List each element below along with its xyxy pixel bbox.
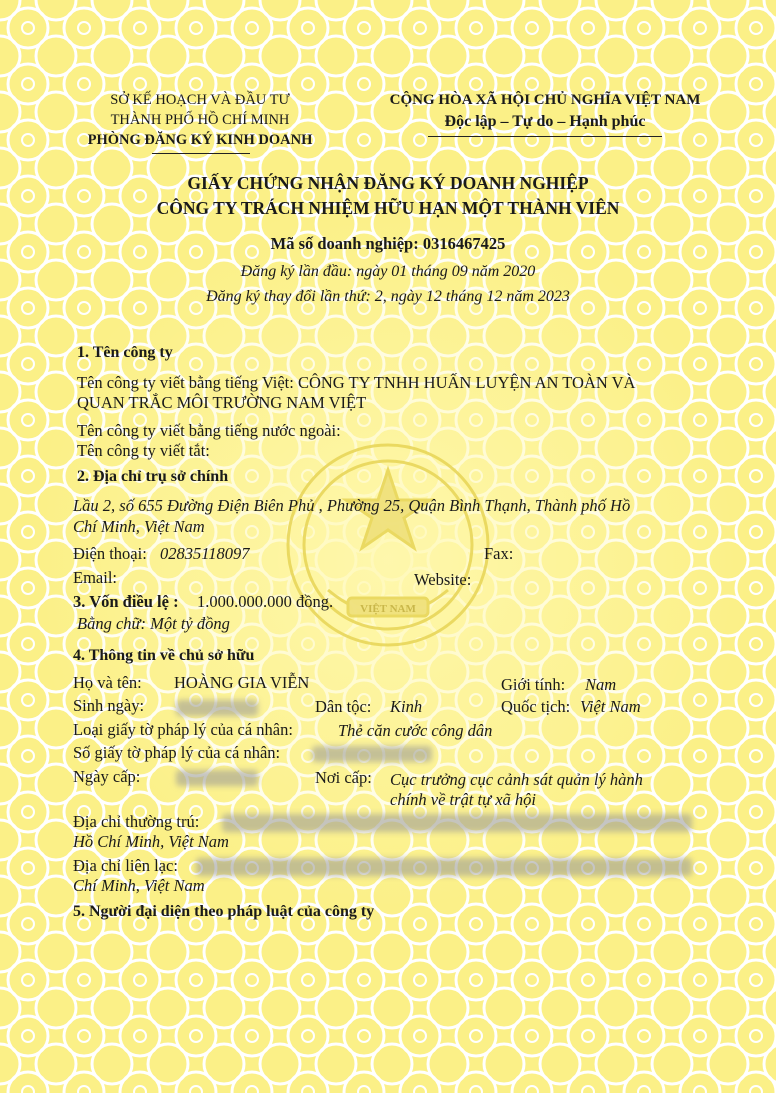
doc-type-label: Loại giấy tờ pháp lý của cá nhân: xyxy=(73,720,293,739)
issue-date-label: Ngày cấp: xyxy=(73,767,141,786)
doc-number-label: Số giấy tờ pháp lý của cá nhân: xyxy=(73,743,281,762)
address-line1: Lầu 2, số 655 Đường Điện Biên Phủ , Phường 25, Quận Bình Thạnh, Thành phố Hồ xyxy=(73,496,631,515)
permanent-address-label: Địa chỉ thường trú: xyxy=(73,812,200,831)
nationality-label: Quốc tịch: xyxy=(501,697,571,716)
tax-code: Mã số doanh nghiệp: 0316467425 xyxy=(270,234,506,253)
issue-place-label: Nơi cấp: xyxy=(315,768,372,787)
email-label: Email: xyxy=(73,568,117,587)
seal-caption: VIỆT NAM xyxy=(360,603,416,615)
issue-place-line2: chính về trật tự xã hội xyxy=(390,790,537,809)
company-name-vn-line2: QUAN TRẮC MÔI TRƯỜNG NAM VIỆT xyxy=(77,393,367,412)
change-registration: Đăng ký thay đổi lần thứ: 2, ngày 12 tháng 12 năm 2023 xyxy=(206,288,570,305)
redacted-dob xyxy=(176,700,258,716)
short-name-label: Tên công ty viết tắt: xyxy=(77,441,210,460)
ethnic-value: Kinh xyxy=(390,697,423,716)
phone-label: Điện thoại: xyxy=(73,544,147,563)
redacted-issue-date xyxy=(176,770,258,786)
dob-label: Sinh ngày: xyxy=(73,696,145,715)
gender-value: Nam xyxy=(585,675,617,694)
address-line2: Chí Minh, Việt Nam xyxy=(73,517,205,536)
owner-name-value: HOÀNG GIA VIỄN xyxy=(174,673,310,692)
header-country: CỘNG HÒA XÃ HỘI CHỦ NGHĨA VIỆT NAM xyxy=(389,92,701,108)
redacted-contact-address xyxy=(196,858,692,876)
doc-type-value: Thẻ căn cước công dân xyxy=(338,721,493,740)
certificate-title: GIẤY CHỨNG NHẬN ĐĂNG KÝ DOANH NGHIỆP xyxy=(187,173,589,193)
ethnic-label: Dân tộc: xyxy=(315,697,372,716)
section3-heading: 3. Vốn điều lệ : xyxy=(73,592,179,611)
capital-in-words: Bằng chữ: Một tỷ đồng xyxy=(77,614,230,633)
section2-heading: 2. Địa chỉ trụ sở chính xyxy=(77,468,229,485)
fax-label: Fax: xyxy=(484,544,514,563)
first-registration: Đăng ký lần đầu: ngày 01 tháng 09 năm 2020 xyxy=(240,263,536,280)
header-ministry: SỞ KẾ HOẠCH VÀ ĐẦU TƯ xyxy=(110,92,290,108)
company-type: CÔNG TY TRÁCH NHIỆM HỮU HẠN MỘT THÀNH VIÊN xyxy=(156,198,620,218)
phone-value: 02835118097 xyxy=(160,544,250,563)
redacted-permanent-address xyxy=(222,814,692,832)
issue-place-line1: Cục trưởng cục cảnh sát quản lý hành xyxy=(390,770,643,789)
website-label: Website: xyxy=(414,570,472,589)
header-left-underline xyxy=(152,153,250,154)
section5-heading: 5. Người đại diện theo pháp luật của công ty xyxy=(73,903,375,920)
section4-heading: 4. Thông tin về chủ sở hữu xyxy=(73,647,255,664)
foreign-name-label: Tên công ty viết bằng tiếng nước ngoài: xyxy=(77,421,341,440)
gender-label: Giới tính: xyxy=(501,675,566,694)
capital-amount: 1.000.000.000 đồng. xyxy=(197,592,334,611)
header-city: THÀNH PHỐ HỒ CHÍ MINH xyxy=(110,112,290,128)
section1-heading: 1. Tên công ty xyxy=(77,344,173,361)
company-name-vn-line1: Tên công ty viết bằng tiếng Việt: CÔNG TY TNHH HUẤN LUYỆN AN TOÀN VÀ xyxy=(77,373,636,392)
header-motto: Độc lập – Tự do – Hạnh phúc xyxy=(444,113,646,130)
permanent-address-tail: Hồ Chí Minh, Việt Nam xyxy=(73,832,229,851)
redacted-doc-number xyxy=(312,746,432,762)
nationality-value: Việt Nam xyxy=(580,697,641,716)
owner-name-label: Họ và tên: xyxy=(73,673,142,692)
header-office: PHÒNG ĐĂNG KÝ KINH DOANH xyxy=(87,132,313,148)
contact-address-tail: Chí Minh, Việt Nam xyxy=(73,876,205,895)
header-right-underline xyxy=(428,136,662,137)
contact-address-label: Địa chỉ liên lạc: xyxy=(73,856,178,875)
